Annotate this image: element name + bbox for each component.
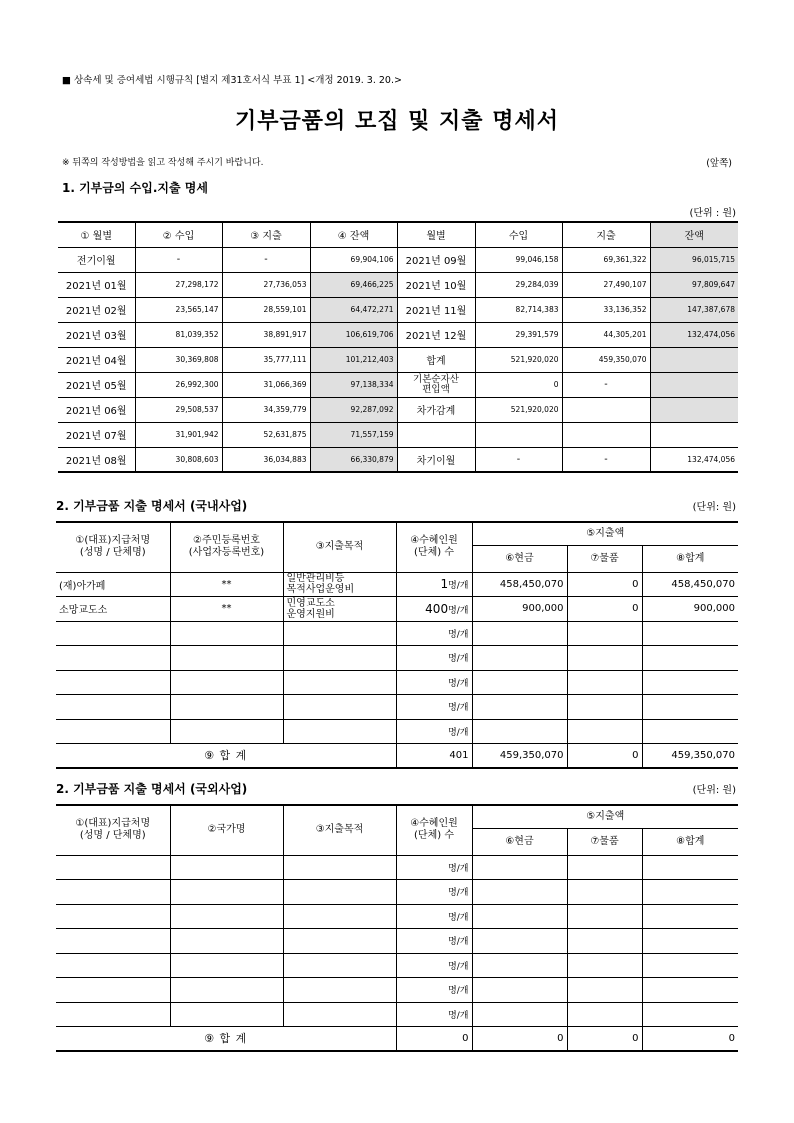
expense-cell: 459,350,070 (562, 347, 650, 372)
purpose-cell (283, 855, 396, 880)
beneficiaries-cell: 명/개 (396, 880, 472, 905)
beneficiaries-header: ④수혜인원 (단체) 수 (396, 805, 472, 855)
total-row (56, 1027, 738, 1051)
balance-cell: 132,474,056 (650, 447, 738, 472)
registration-cell (170, 621, 283, 646)
overseas-expenditure-table (56, 804, 738, 1052)
cash-cell (472, 719, 567, 744)
recipient-cell (56, 621, 170, 646)
beneficiaries-total: 0 (396, 1027, 472, 1051)
total-cell (642, 929, 738, 954)
recipient-cell (56, 646, 170, 671)
column-header: ① 월별 (58, 222, 135, 247)
registration-cell (170, 978, 283, 1003)
purpose-cell (283, 880, 396, 905)
purpose-header: ③지출목적 (283, 805, 396, 855)
column-header: 잔액 (650, 222, 738, 247)
cash-cell (472, 695, 567, 720)
table-row (58, 322, 738, 347)
goods-header: ⑦물품 (567, 828, 642, 855)
month-cell: 합계 (397, 347, 475, 372)
income-cell: 30,369,808 (135, 347, 222, 372)
goods-cell (567, 855, 642, 880)
recipient-cell (56, 719, 170, 744)
purpose-cell (283, 953, 396, 978)
table-row (56, 621, 738, 646)
expense-cell: 27,736,053 (222, 272, 310, 297)
table-row (58, 247, 738, 272)
beneficiaries-header: ④수혜인원 (단체) 수 (396, 522, 472, 572)
balance-cell: 96,015,715 (650, 247, 738, 272)
goods-cell: 0 (567, 597, 642, 622)
column-header: 월별 (397, 222, 475, 247)
registration-cell (170, 670, 283, 695)
cash-total: 459,350,070 (472, 744, 567, 768)
total-cell (642, 855, 738, 880)
month-cell: 차기이월 (397, 447, 475, 472)
recipient-cell (56, 978, 170, 1003)
expense-cell: 27,490,107 (562, 272, 650, 297)
table-row (56, 880, 738, 905)
month-cell: 2021년 03월 (58, 322, 135, 347)
table-row (58, 372, 738, 397)
table-header-row (56, 805, 738, 828)
beneficiaries-cell: 명/개 (396, 670, 472, 695)
column-header: 수입 (475, 222, 562, 247)
expense-cell: 33,136,352 (562, 297, 650, 322)
expense-cell: 44,305,201 (562, 322, 650, 347)
cash-cell: 900,000 (472, 597, 567, 622)
registration-header: ②주민등록번호 (사업자등록번호) (170, 522, 283, 572)
goods-cell (567, 695, 642, 720)
recipient-cell (56, 670, 170, 695)
income-cell: 30,808,603 (135, 447, 222, 472)
expense-cell: - (562, 447, 650, 472)
income-cell: 27,298,172 (135, 272, 222, 297)
balance-cell: 71,557,159 (310, 422, 397, 447)
beneficiaries-cell: 명/개 (396, 978, 472, 1003)
column-header: 지출 (562, 222, 650, 247)
purpose-cell (283, 978, 396, 1003)
month-cell: 차가감계 (397, 397, 475, 422)
beneficiaries-cell: 명/개 (396, 1002, 472, 1027)
registration-cell (170, 719, 283, 744)
domestic-expenditure-table (56, 521, 738, 769)
total-cell (642, 978, 738, 1003)
purpose-cell: 일반관리비등 목적사업운영비 (283, 572, 396, 597)
purpose-cell (283, 1002, 396, 1027)
month-cell: 기본순자산 편입액 (397, 372, 475, 397)
table-row (56, 855, 738, 880)
cash-cell (472, 978, 567, 1003)
cash-cell (472, 621, 567, 646)
month-cell: 2021년 12월 (397, 322, 475, 347)
cash-cell (472, 670, 567, 695)
table-row (56, 597, 738, 622)
expense-cell: 31,066,369 (222, 372, 310, 397)
goods-cell (567, 978, 642, 1003)
purpose-header: ③지출목적 (283, 522, 396, 572)
purpose-cell (283, 621, 396, 646)
balance-cell (650, 347, 738, 372)
balance-cell: 69,466,225 (310, 272, 397, 297)
beneficiaries-cell: 명/개 (396, 646, 472, 671)
country-header: ②국가명 (170, 805, 283, 855)
beneficiaries-cell: 1명/개 (396, 572, 472, 597)
grand-total: 0 (642, 1027, 738, 1051)
month-cell: 2021년 01월 (58, 272, 135, 297)
registration-cell: ** (170, 572, 283, 597)
table-row (56, 1002, 738, 1027)
total-cell (642, 646, 738, 671)
balance-cell: 66,330,879 (310, 447, 397, 472)
income-cell: 26,992,300 (135, 372, 222, 397)
month-cell (397, 422, 475, 447)
goods-cell (567, 670, 642, 695)
cash-cell (472, 904, 567, 929)
purpose-cell (283, 670, 396, 695)
month-cell: 2021년 08월 (58, 447, 135, 472)
recipient-header: ①(대표)지급처명 (성명 / 단체명) (56, 522, 170, 572)
income-cell: 23,565,147 (135, 297, 222, 322)
balance-cell: 64,472,271 (310, 297, 397, 322)
cash-header: ⑥현금 (472, 545, 567, 572)
expense-cell: 38,891,917 (222, 322, 310, 347)
month-cell: 2021년 09월 (397, 247, 475, 272)
table-row (56, 904, 738, 929)
registration-cell (170, 855, 283, 880)
goods-cell (567, 719, 642, 744)
goods-cell (567, 646, 642, 671)
income-cell: 82,714,383 (475, 297, 562, 322)
income-cell: 521,920,020 (475, 397, 562, 422)
table-row (56, 978, 738, 1003)
balance-cell: 97,138,334 (310, 372, 397, 397)
income-cell: 29,508,537 (135, 397, 222, 422)
recipient-cell (56, 855, 170, 880)
income-cell: 0 (475, 372, 562, 397)
goods-cell (567, 929, 642, 954)
recipient-header: ①(대표)지급처명 (성명 / 단체명) (56, 805, 170, 855)
page-title: 기부금품의 모집 및 지출 명세서 (235, 109, 559, 134)
registration-cell (170, 929, 283, 954)
table-row (58, 447, 738, 472)
beneficiaries-cell: 명/개 (396, 855, 472, 880)
table-row (58, 422, 738, 447)
expense-cell: 34,359,779 (222, 397, 310, 422)
month-cell: 2021년 02월 (58, 297, 135, 322)
section2-unit: (단위: 원) (692, 502, 736, 513)
cash-cell (472, 929, 567, 954)
column-header: ④ 잔액 (310, 222, 397, 247)
expense-cell: - (562, 372, 650, 397)
table-row (56, 670, 738, 695)
balance-cell (650, 397, 738, 422)
table-header-row (56, 522, 738, 545)
beneficiaries-total: 401 (396, 744, 472, 768)
section3-unit: (단위: 원) (692, 785, 736, 796)
table-row (56, 646, 738, 671)
income-cell: 81,039,352 (135, 322, 222, 347)
table-row (56, 929, 738, 954)
beneficiaries-cell: 명/개 (396, 695, 472, 720)
income-cell: 99,046,158 (475, 247, 562, 272)
goods-total: 0 (567, 744, 642, 768)
total-cell (642, 1002, 738, 1027)
total-cell (642, 695, 738, 720)
cash-cell (472, 953, 567, 978)
goods-cell (567, 880, 642, 905)
beneficiaries-cell: 400명/개 (396, 597, 472, 622)
recipient-cell (56, 880, 170, 905)
beneficiaries-cell: 명/개 (396, 719, 472, 744)
balance-cell: 132,474,056 (650, 322, 738, 347)
registration-cell (170, 880, 283, 905)
income-cell: - (475, 447, 562, 472)
column-header: ③ 지출 (222, 222, 310, 247)
goods-cell (567, 621, 642, 646)
expense-cell: 36,034,883 (222, 447, 310, 472)
beneficiaries-cell: 명/개 (396, 904, 472, 929)
cash-header: ⑥현금 (472, 828, 567, 855)
goods-total: 0 (567, 1027, 642, 1051)
total-cell (642, 953, 738, 978)
goods-cell (567, 1002, 642, 1027)
expense-cell (562, 422, 650, 447)
total-header: ⑧합계 (642, 828, 738, 855)
month-cell: 2021년 10월 (397, 272, 475, 297)
total-cell (642, 719, 738, 744)
total-cell (642, 670, 738, 695)
expense-cell (562, 397, 650, 422)
expense-cell: 28,559,101 (222, 297, 310, 322)
front-side-label: (앞쪽) (706, 158, 732, 169)
beneficiaries-cell: 명/개 (396, 953, 472, 978)
section1-title: 1. 기부금의 수입.지출 명세 (62, 181, 208, 195)
income-cell: - (135, 247, 222, 272)
recipient-cell (56, 1002, 170, 1027)
column-header: ② 수입 (135, 222, 222, 247)
cash-cell (472, 646, 567, 671)
purpose-cell (283, 929, 396, 954)
beneficiaries-cell: 명/개 (396, 929, 472, 954)
table-row (56, 953, 738, 978)
grand-total: 459,350,070 (642, 744, 738, 768)
registration-cell (170, 646, 283, 671)
section2-title: 2. 기부금품 지출 명세서 (국내사업) (56, 499, 248, 513)
recipient-cell: 소망교도소 (56, 597, 170, 622)
recipient-cell (56, 695, 170, 720)
total-cell: 900,000 (642, 597, 738, 622)
expenditure-header: ⑤지출액 (472, 522, 738, 545)
balance-cell (650, 372, 738, 397)
total-header: ⑧합계 (642, 545, 738, 572)
balance-cell: 97,809,647 (650, 272, 738, 297)
registration-cell: ** (170, 597, 283, 622)
expense-cell: 52,631,875 (222, 422, 310, 447)
purpose-cell (283, 695, 396, 720)
balance-cell: 101,212,403 (310, 347, 397, 372)
registration-cell (170, 953, 283, 978)
cash-cell (472, 1002, 567, 1027)
balance-cell: 92,287,092 (310, 397, 397, 422)
table-row (58, 272, 738, 297)
total-label: ⑨ 합 계 (56, 1027, 396, 1051)
balance-cell: 69,904,106 (310, 247, 397, 272)
table-row (58, 397, 738, 422)
total-row (56, 744, 738, 768)
goods-cell (567, 904, 642, 929)
month-cell: 2021년 11월 (397, 297, 475, 322)
month-cell: 2021년 04월 (58, 347, 135, 372)
recipient-cell (56, 953, 170, 978)
income-cell: 31,901,942 (135, 422, 222, 447)
goods-header: ⑦물품 (567, 545, 642, 572)
total-cell (642, 621, 738, 646)
purpose-cell (283, 719, 396, 744)
recipient-cell: (재)아가페 (56, 572, 170, 597)
income-cell: 29,284,039 (475, 272, 562, 297)
section1-unit: (단위 : 원) (689, 208, 736, 219)
table-row (56, 572, 738, 597)
month-cell: 2021년 06월 (58, 397, 135, 422)
income-expense-table (58, 221, 738, 473)
instruction-note: ※ 뒤쪽의 작성방법을 읽고 작성해 주시기 바랍니다. (62, 158, 264, 168)
balance-cell (650, 422, 738, 447)
recipient-cell (56, 904, 170, 929)
table-row (56, 695, 738, 720)
registration-cell (170, 1002, 283, 1027)
income-cell (475, 422, 562, 447)
month-cell: 전기이월 (58, 247, 135, 272)
purpose-cell (283, 904, 396, 929)
expenditure-header: ⑤지출액 (472, 805, 738, 828)
month-cell: 2021년 05월 (58, 372, 135, 397)
cash-cell (472, 855, 567, 880)
total-cell (642, 904, 738, 929)
table-row (58, 347, 738, 372)
form-header-note: ■ 상속세 및 증여세법 시행규칙 [별지 제31호서식 부표 1] <개정 2019. 3. 20.> (62, 75, 402, 86)
expense-cell: 35,777,111 (222, 347, 310, 372)
table-row (56, 719, 738, 744)
expense-cell: - (222, 247, 310, 272)
purpose-cell (283, 646, 396, 671)
registration-cell (170, 904, 283, 929)
goods-cell (567, 953, 642, 978)
registration-cell (170, 695, 283, 720)
month-cell: 2021년 07월 (58, 422, 135, 447)
table-header-row (58, 222, 738, 247)
total-cell: 458,450,070 (642, 572, 738, 597)
beneficiaries-cell: 명/개 (396, 621, 472, 646)
total-label: ⑨ 합 계 (56, 744, 396, 768)
expense-cell: 69,361,322 (562, 247, 650, 272)
income-cell: 29,391,579 (475, 322, 562, 347)
total-cell (642, 880, 738, 905)
purpose-cell: 민영교도소 운영지원비 (283, 597, 396, 622)
cash-cell: 458,450,070 (472, 572, 567, 597)
balance-cell: 106,619,706 (310, 322, 397, 347)
table-row (58, 297, 738, 322)
income-cell: 521,920,020 (475, 347, 562, 372)
cash-cell (472, 880, 567, 905)
recipient-cell (56, 929, 170, 954)
section3-title: 2. 기부금품 지출 명세서 (국외사업) (56, 782, 248, 796)
cash-total: 0 (472, 1027, 567, 1051)
goods-cell: 0 (567, 572, 642, 597)
balance-cell: 147,387,678 (650, 297, 738, 322)
